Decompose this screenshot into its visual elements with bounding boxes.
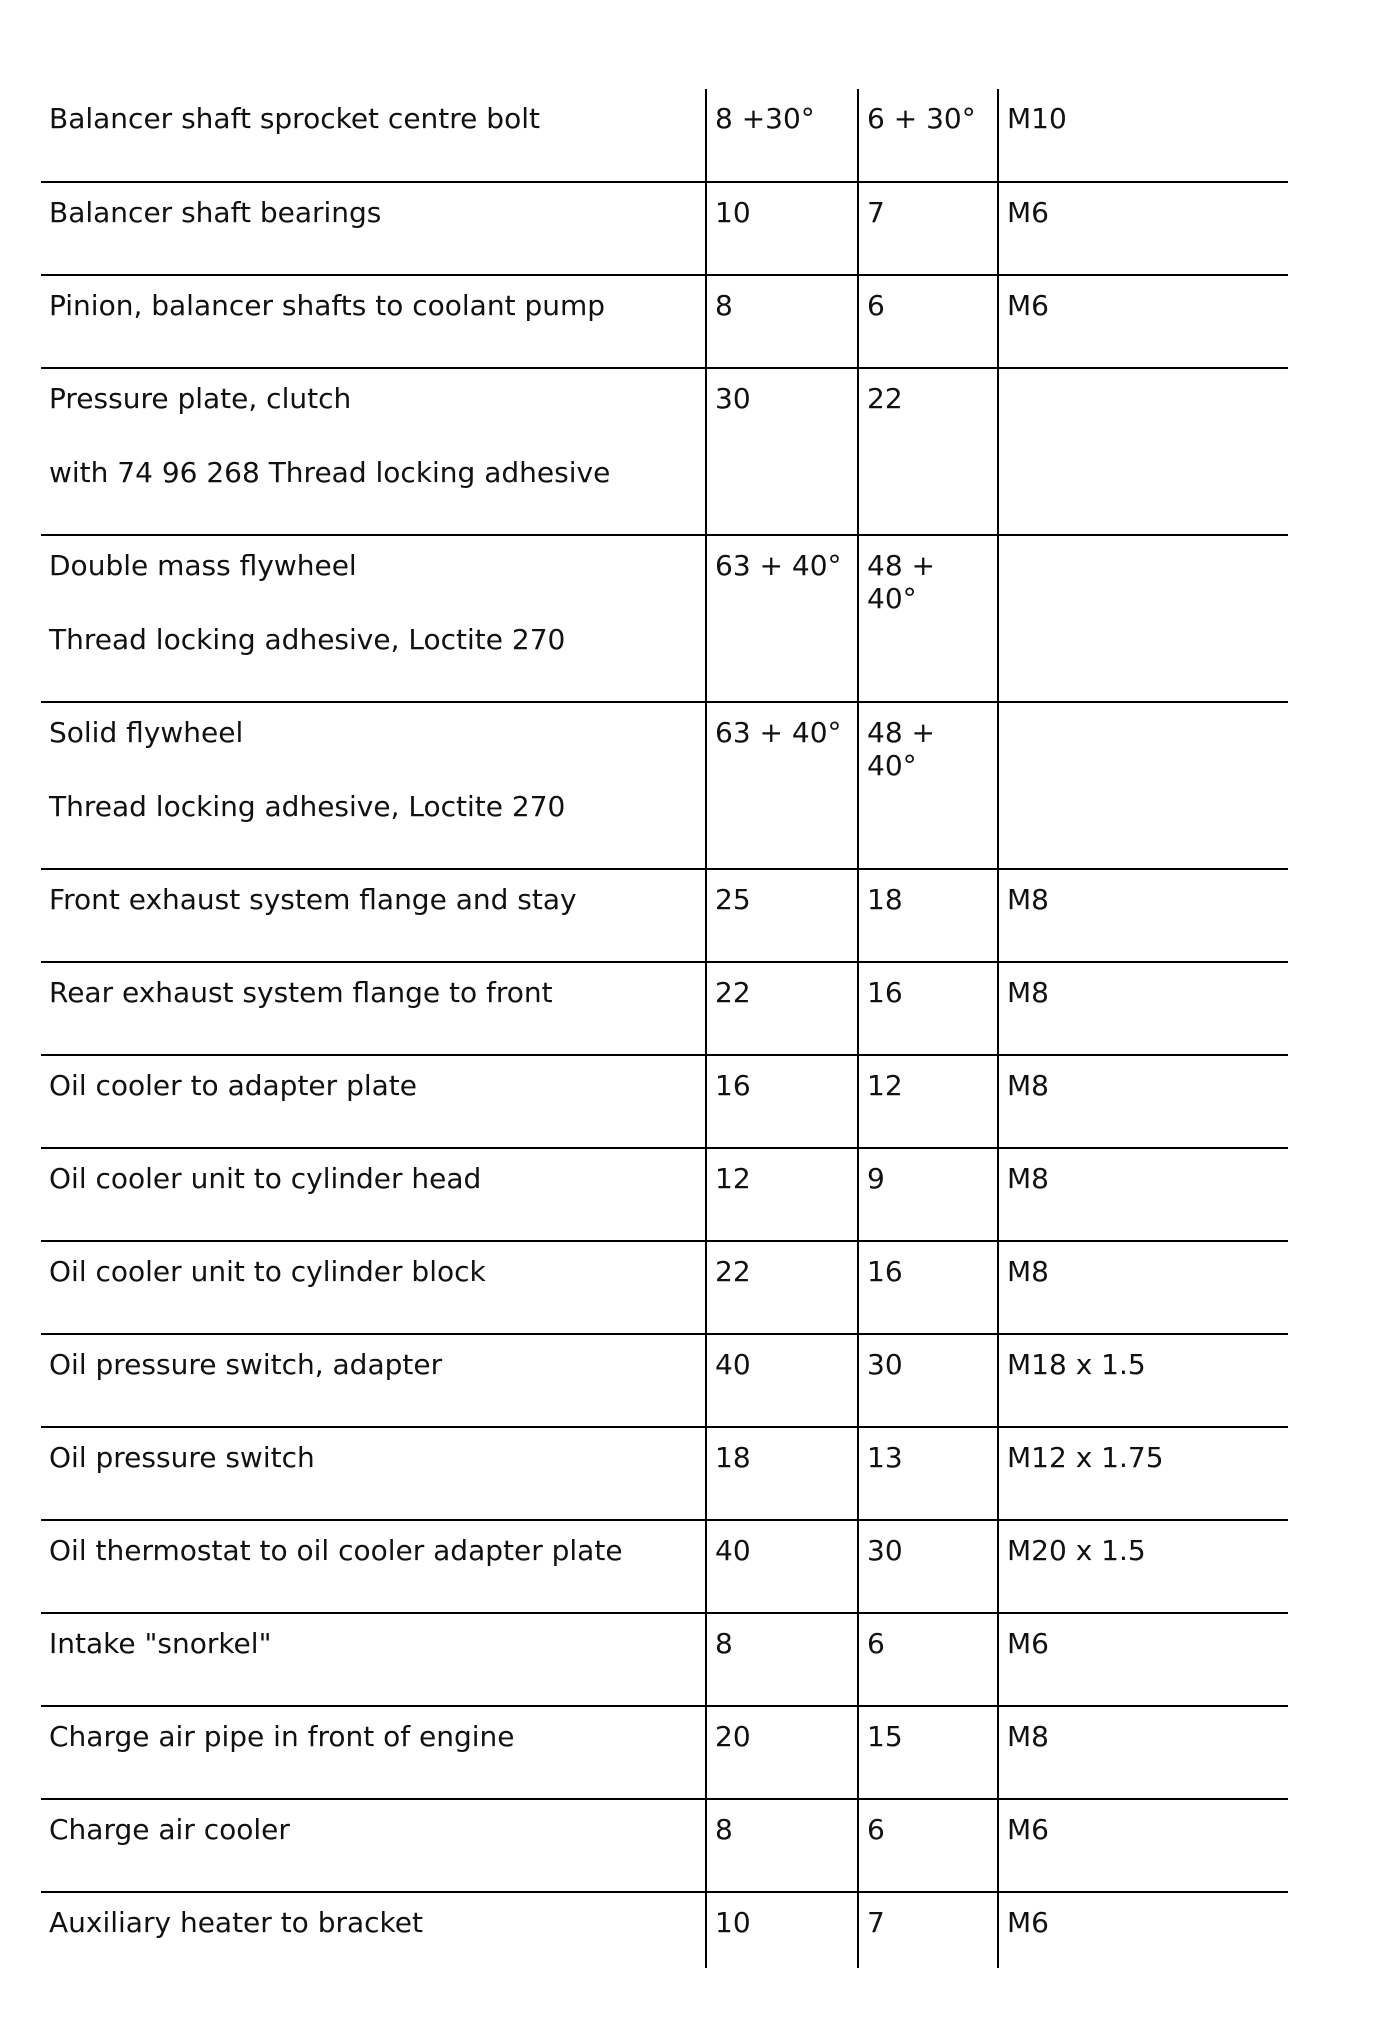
description-text: Front exhaust system flange and stay: [49, 883, 577, 916]
torque-lbft-cell: 16: [858, 962, 998, 1055]
description-text: Double mass flywheel: [49, 549, 357, 582]
description-cell: [41, 275, 706, 368]
torque-nm-cell: 18: [706, 1427, 858, 1520]
torque-lbft-cell: 9: [858, 1148, 998, 1241]
torque-lbft-cell: 13: [858, 1427, 998, 1520]
torque-lbft-cell: 12: [858, 1055, 998, 1148]
description-cell: [41, 869, 706, 962]
description-cell: [41, 535, 706, 702]
description-text: Balancer shaft sprocket centre bolt: [49, 102, 540, 135]
table-row: [41, 1241, 1288, 1334]
torque-lbft-cell: 30: [858, 1334, 998, 1427]
description-cell: [41, 1334, 706, 1427]
torque-table: [41, 89, 1288, 1968]
thread-size-cell: M8: [998, 1148, 1288, 1241]
torque-nm-cell: 40: [706, 1334, 858, 1427]
torque-lbft-cell: 48 + 40°: [858, 702, 998, 869]
torque-nm-cell: 8: [706, 1799, 858, 1892]
thread-size-cell: [998, 702, 1288, 869]
torque-table-body: [41, 89, 1288, 1968]
thread-size-cell: M8: [998, 1055, 1288, 1148]
torque-nm-cell: 22: [706, 1241, 858, 1334]
description-cell: [41, 368, 706, 535]
description-text: Oil cooler to adapter plate: [49, 1069, 417, 1102]
description-cell: [41, 1799, 706, 1892]
description-cell: [41, 1241, 706, 1334]
torque-lbft-cell: 18: [858, 869, 998, 962]
description-cell: [41, 182, 706, 275]
torque-nm-cell: 20: [706, 1706, 858, 1799]
thread-size-cell: M8: [998, 1241, 1288, 1334]
torque-lbft-cell: 6 + 30°: [858, 89, 998, 182]
table-row: [41, 869, 1288, 962]
thread-size-cell: [998, 368, 1288, 535]
table-row: [41, 275, 1288, 368]
description-note: with 74 96 268 Thread locking adhesive: [49, 456, 611, 489]
thread-size-cell: M6: [998, 1613, 1288, 1706]
torque-nm-cell: 8: [706, 275, 858, 368]
thread-size-cell: M8: [998, 1706, 1288, 1799]
description-text: Charge air pipe in front of engine: [49, 1720, 515, 1753]
torque-lbft-cell: 16: [858, 1241, 998, 1334]
table-row: [41, 1334, 1288, 1427]
table-row: [41, 702, 1288, 869]
thread-size-cell: M6: [998, 1799, 1288, 1892]
torque-nm-cell: 10: [706, 182, 858, 275]
thread-size-cell: M8: [998, 962, 1288, 1055]
description-note: Thread locking adhesive, Loctite 270: [49, 790, 566, 823]
torque-lbft-cell: 48 + 40°: [858, 535, 998, 702]
torque-lbft-cell: 6: [858, 1613, 998, 1706]
table-row: [41, 1892, 1288, 1968]
torque-nm-cell: 25: [706, 869, 858, 962]
torque-nm-cell: 63 + 40°: [706, 702, 858, 869]
torque-lbft-cell: 22: [858, 368, 998, 535]
description-cell: [41, 1148, 706, 1241]
description-cell: [41, 1427, 706, 1520]
description-text: Oil cooler unit to cylinder block: [49, 1255, 486, 1288]
table-row: [41, 1706, 1288, 1799]
thread-size-cell: M8: [998, 869, 1288, 962]
torque-lbft-cell: 7: [858, 182, 998, 275]
thread-size-cell: M18 x 1.5: [998, 1334, 1288, 1427]
table-row: [41, 1055, 1288, 1148]
description-text: Oil cooler unit to cylinder head: [49, 1162, 482, 1195]
torque-nm-cell: 12: [706, 1148, 858, 1241]
torque-nm-cell: 40: [706, 1520, 858, 1613]
torque-nm-cell: 63 + 40°: [706, 535, 858, 702]
description-cell: [41, 1892, 706, 1968]
table-row: [41, 89, 1288, 182]
table-row: [41, 962, 1288, 1055]
table-row: [41, 1799, 1288, 1892]
thread-size-cell: M6: [998, 275, 1288, 368]
torque-nm-cell: 8 +30°: [706, 89, 858, 182]
torque-nm-cell: 16: [706, 1055, 858, 1148]
description-text: Charge air cooler: [49, 1813, 290, 1846]
torque-lbft-cell: 6: [858, 275, 998, 368]
description-text: Pinion, balancer shafts to coolant pump: [49, 289, 606, 322]
description-text: Oil pressure switch: [49, 1441, 315, 1474]
torque-lbft-cell: 30: [858, 1520, 998, 1613]
description-text: Auxiliary heater to bracket: [49, 1906, 423, 1939]
thread-size-cell: M12 x 1.75: [998, 1427, 1288, 1520]
description-cell: [41, 1706, 706, 1799]
torque-lbft-cell: 15: [858, 1706, 998, 1799]
torque-nm-cell: 30: [706, 368, 858, 535]
thread-size-cell: M6: [998, 182, 1288, 275]
table-row: [41, 1427, 1288, 1520]
table-row: [41, 535, 1288, 702]
thread-size-cell: [998, 535, 1288, 702]
description-text: Oil thermostat to oil cooler adapter plate: [49, 1534, 623, 1567]
description-cell: [41, 1613, 706, 1706]
description-cell: [41, 1520, 706, 1613]
torque-nm-cell: 10: [706, 1892, 858, 1968]
description-note: Thread locking adhesive, Loctite 270: [49, 623, 566, 656]
description-cell: [41, 702, 706, 869]
description-text: Balancer shaft bearings: [49, 196, 382, 229]
description-text: Solid flywheel: [49, 716, 244, 749]
thread-size-cell: M6: [998, 1892, 1288, 1968]
torque-nm-cell: 8: [706, 1613, 858, 1706]
table-row: [41, 182, 1288, 275]
torque-nm-cell: 22: [706, 962, 858, 1055]
description-cell: [41, 962, 706, 1055]
table-row: [41, 1613, 1288, 1706]
table-row: [41, 1148, 1288, 1241]
thread-size-cell: M10: [998, 89, 1288, 182]
description-text: Pressure plate, clutch: [49, 382, 352, 415]
torque-lbft-cell: 6: [858, 1799, 998, 1892]
table-row: [41, 368, 1288, 535]
description-cell: [41, 89, 706, 182]
thread-size-cell: M20 x 1.5: [998, 1520, 1288, 1613]
description-text: Oil pressure switch, adapter: [49, 1348, 443, 1381]
table-row: [41, 1520, 1288, 1613]
torque-lbft-cell: 7: [858, 1892, 998, 1968]
description-cell: [41, 1055, 706, 1148]
description-text: Intake "snorkel": [49, 1627, 272, 1660]
description-text: Rear exhaust system flange to front: [49, 976, 553, 1009]
